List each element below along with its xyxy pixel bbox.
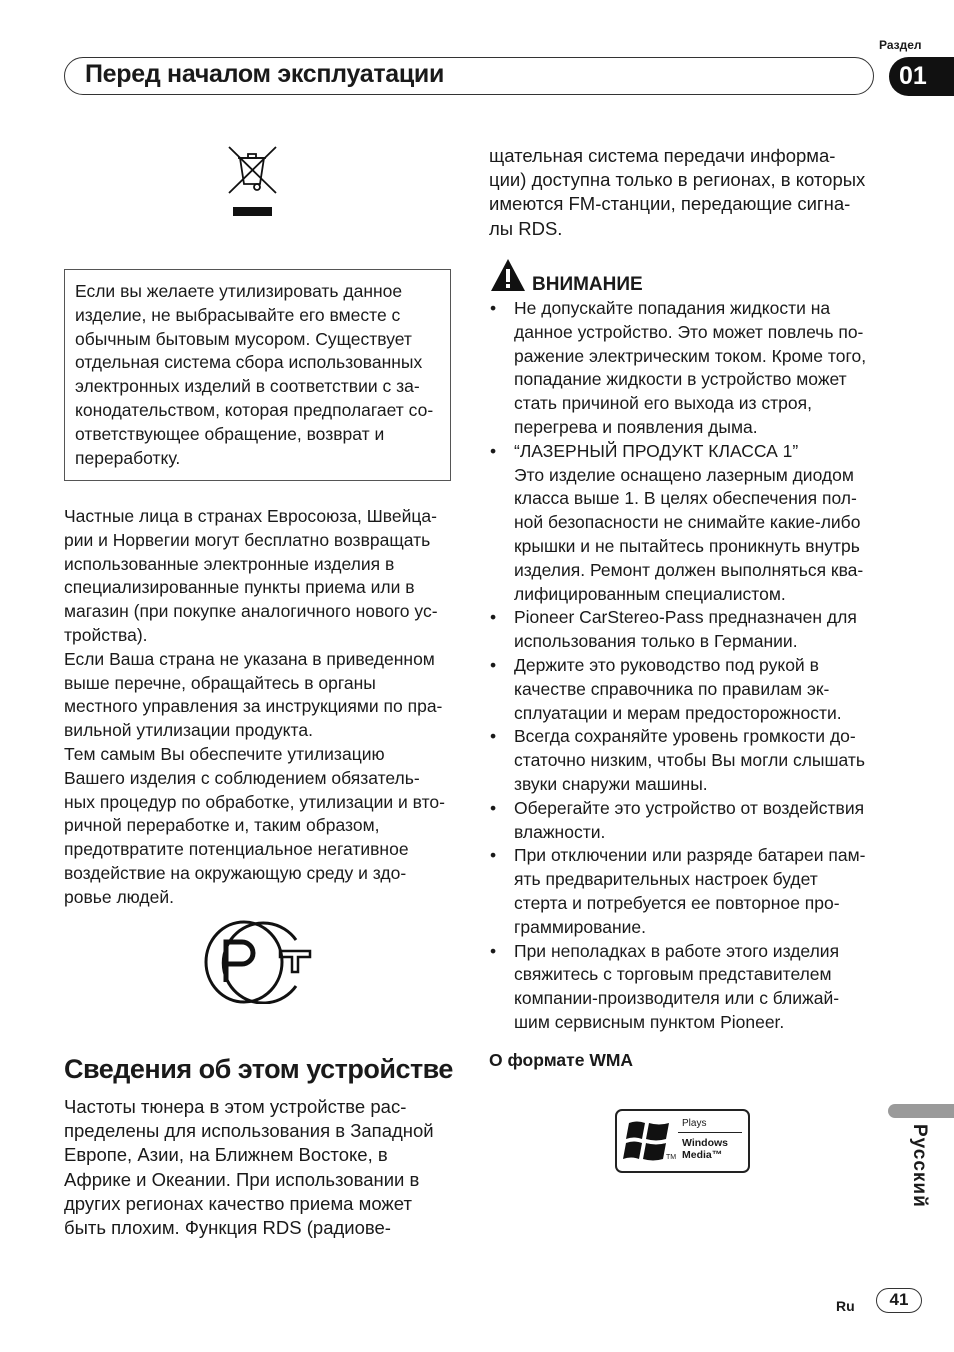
- text-line: Вашего изделия с соблюдением обязатель-: [64, 767, 420, 788]
- wma-tm-mark: TM: [666, 1154, 677, 1161]
- text-line: компании-производителя или с ближай-: [514, 988, 840, 1009]
- text-line: перегрева и появления дыма.: [514, 416, 758, 437]
- disposal-line: переработку.: [75, 447, 181, 468]
- about-heading: Сведения об этом устройстве: [64, 1054, 453, 1084]
- caution-heading: ВНИМАНИЕ: [532, 274, 643, 295]
- text-line: попадание жидкости в устройство может: [514, 369, 847, 390]
- wma-divider: [678, 1132, 742, 1133]
- wma-plays-label: Plays: [682, 1118, 707, 1129]
- language-tab-label: Русский: [909, 1124, 930, 1208]
- text-line: специализированные пункты приема или в: [64, 577, 415, 598]
- disposal-line: электронных изделий в соответствии с за-: [75, 376, 420, 397]
- text-line: ных процедур по обработке, утилизации и вто-: [64, 791, 445, 812]
- text-line: статочно низким, чтобы Вы могли слышать: [514, 750, 866, 771]
- text-line: влажности.: [514, 821, 606, 842]
- text-line: выше перечне, обращайтесь в органы: [64, 672, 376, 693]
- wma-heading: О формате WMA: [489, 1050, 634, 1070]
- caution-list: [489, 297, 884, 1035]
- caution-item: [489, 940, 884, 1035]
- text-line: • Не допускайте попадания жидкости на: [514, 298, 831, 318]
- wma-windows-media-label: [682, 1137, 728, 1161]
- text-line: • Держите это руководство под рукой в: [514, 654, 819, 675]
- text-line: Частоты тюнера в этом устройстве рас-: [64, 1096, 407, 1117]
- text-line: стерта и потребуется ее повторное про-: [514, 892, 840, 913]
- text-line: Африке и Океании. При использовании в: [64, 1168, 420, 1190]
- text-line: крышки и не пытайтесь проникнуть внутрь: [514, 535, 860, 556]
- text-line: местного управления за инструкциями по пра-: [64, 696, 443, 717]
- rds-paragraph-continued: [489, 144, 884, 241]
- section-label: Раздел: [879, 38, 922, 52]
- text-line: вильной утилизации продукта.: [64, 720, 313, 741]
- text-line: сплуатации и мерам предосторожности.: [514, 702, 842, 723]
- text-line: воздействие на окружающую среду и здо-: [64, 862, 407, 883]
- text-line: Если Ваша страна не указана в приведенном: [64, 648, 435, 669]
- text-line: магазин (при покупке аналогичного нового ус-: [64, 601, 438, 622]
- text-line: • “ЛАЗЕРНЫЙ ПРОДУКТ КЛАССА 1”: [514, 440, 799, 461]
- text-line: имеются FM-станции, передающие сигна-: [489, 193, 851, 215]
- text-line: щательная система передачи информа-: [489, 145, 836, 166]
- text-line: класса выше 1. В целях обеспечения пол-: [514, 488, 857, 509]
- text-line: рии и Норвегии могут бесплатно возвращать: [64, 529, 431, 550]
- page-title: Перед началом эксплуатации: [85, 60, 445, 88]
- section-number-badge: 01: [889, 57, 954, 96]
- caution-item: [489, 844, 884, 939]
- caution-item: [489, 797, 884, 845]
- text-line: использования только в Германии.: [514, 631, 798, 652]
- page-number: 41: [876, 1288, 922, 1313]
- text-line: Тем самым Вы обеспечите утилизацию: [64, 743, 385, 764]
- text-line: шим сервисным пунктом Pioneer.: [514, 1011, 785, 1032]
- text-line: использованные электронные изделия в: [64, 553, 395, 574]
- text-line: Это изделие оснащено лазерным диодом: [514, 464, 854, 485]
- text-line: ровье людей.: [64, 886, 175, 907]
- warning-triangle-icon: [489, 257, 527, 293]
- text-line: ной безопасности не снимайте какие-либо: [514, 512, 861, 533]
- crossed-out-wheelie-bin-icon: [226, 144, 280, 218]
- disposal-line: отдельная система сбора использованных: [75, 352, 423, 373]
- text-line: данное устройство. Это может повлечь по-: [514, 321, 864, 342]
- caution-item: [489, 440, 884, 607]
- text-line: ричной переработке и, таким образом,: [64, 815, 380, 836]
- text-line: • Pioneer CarStereo-Pass предназначен для: [514, 607, 857, 628]
- text-line: изделия. Ремонт должен выполняться ква-: [514, 559, 864, 580]
- caution-item: [489, 654, 884, 725]
- disposal-line: изделие, не выбрасывайте его вместе с: [75, 304, 401, 325]
- text-line: ражение электрическим током. Кроме того,: [514, 345, 867, 366]
- wma-windows-text: Windows: [682, 1137, 728, 1149]
- text-line: лы RDS.: [489, 217, 563, 239]
- text-line: звуки снаружи машины.: [514, 773, 708, 794]
- text-line: стать причиной его выхода из строя,: [514, 393, 812, 414]
- text-line: пределены для использования в Западной: [64, 1120, 434, 1142]
- disposal-line: ответствующее обращение, возврат и: [75, 423, 385, 444]
- disposal-notice-box: [64, 269, 451, 481]
- text-line: свяжитесь с торговым представителем: [514, 964, 832, 985]
- disposal-line: Если вы желаете утилизировать данное: [75, 281, 403, 301]
- text-line: тройства).: [64, 624, 148, 645]
- disposal-paragraph: [64, 505, 456, 910]
- pct-certification-mark-icon: [204, 920, 312, 1004]
- disposal-line: конодательством, которая предполагает со-: [75, 399, 434, 420]
- text-line: • При неполадках в работе этого изделия: [514, 940, 840, 961]
- text-line: Частные лица в странах Евросоюза, Швейца-: [64, 506, 437, 526]
- text-line: предотвратите потенциальное негативное: [64, 839, 409, 860]
- text-line: ции) доступна только в регионах, в которых: [489, 169, 866, 191]
- about-paragraph: [64, 1095, 456, 1240]
- text-line: граммирование.: [514, 916, 647, 937]
- disposal-line: обычным бытовым мусором. Существует: [75, 328, 412, 349]
- text-line: • Всегда сохраняйте уровень громкости до-: [514, 726, 856, 747]
- wma-media-text: Media™: [682, 1149, 723, 1161]
- caution-item: [489, 606, 884, 654]
- text-line: качестве справочника по правилам эк-: [514, 678, 830, 699]
- text-line: быть плохим. Функция RDS (радиове-: [64, 1217, 391, 1239]
- language-tab-bar: [888, 1104, 954, 1118]
- text-line: лифицированным специалистом.: [514, 583, 786, 604]
- language-code: Ru: [836, 1298, 855, 1314]
- caution-item: [489, 297, 884, 440]
- text-line: ять предварительных настроек будет: [514, 869, 818, 890]
- text-line: Европе, Азии, на Ближнем Востоке, в: [64, 1144, 388, 1166]
- text-line: • При отключении или разряде батареи пам-: [514, 845, 866, 866]
- text-line: • Оберегайте это устройство от воздействия: [514, 797, 865, 818]
- text-line: других регионах качество приема может: [64, 1192, 412, 1214]
- caution-item: [489, 725, 884, 796]
